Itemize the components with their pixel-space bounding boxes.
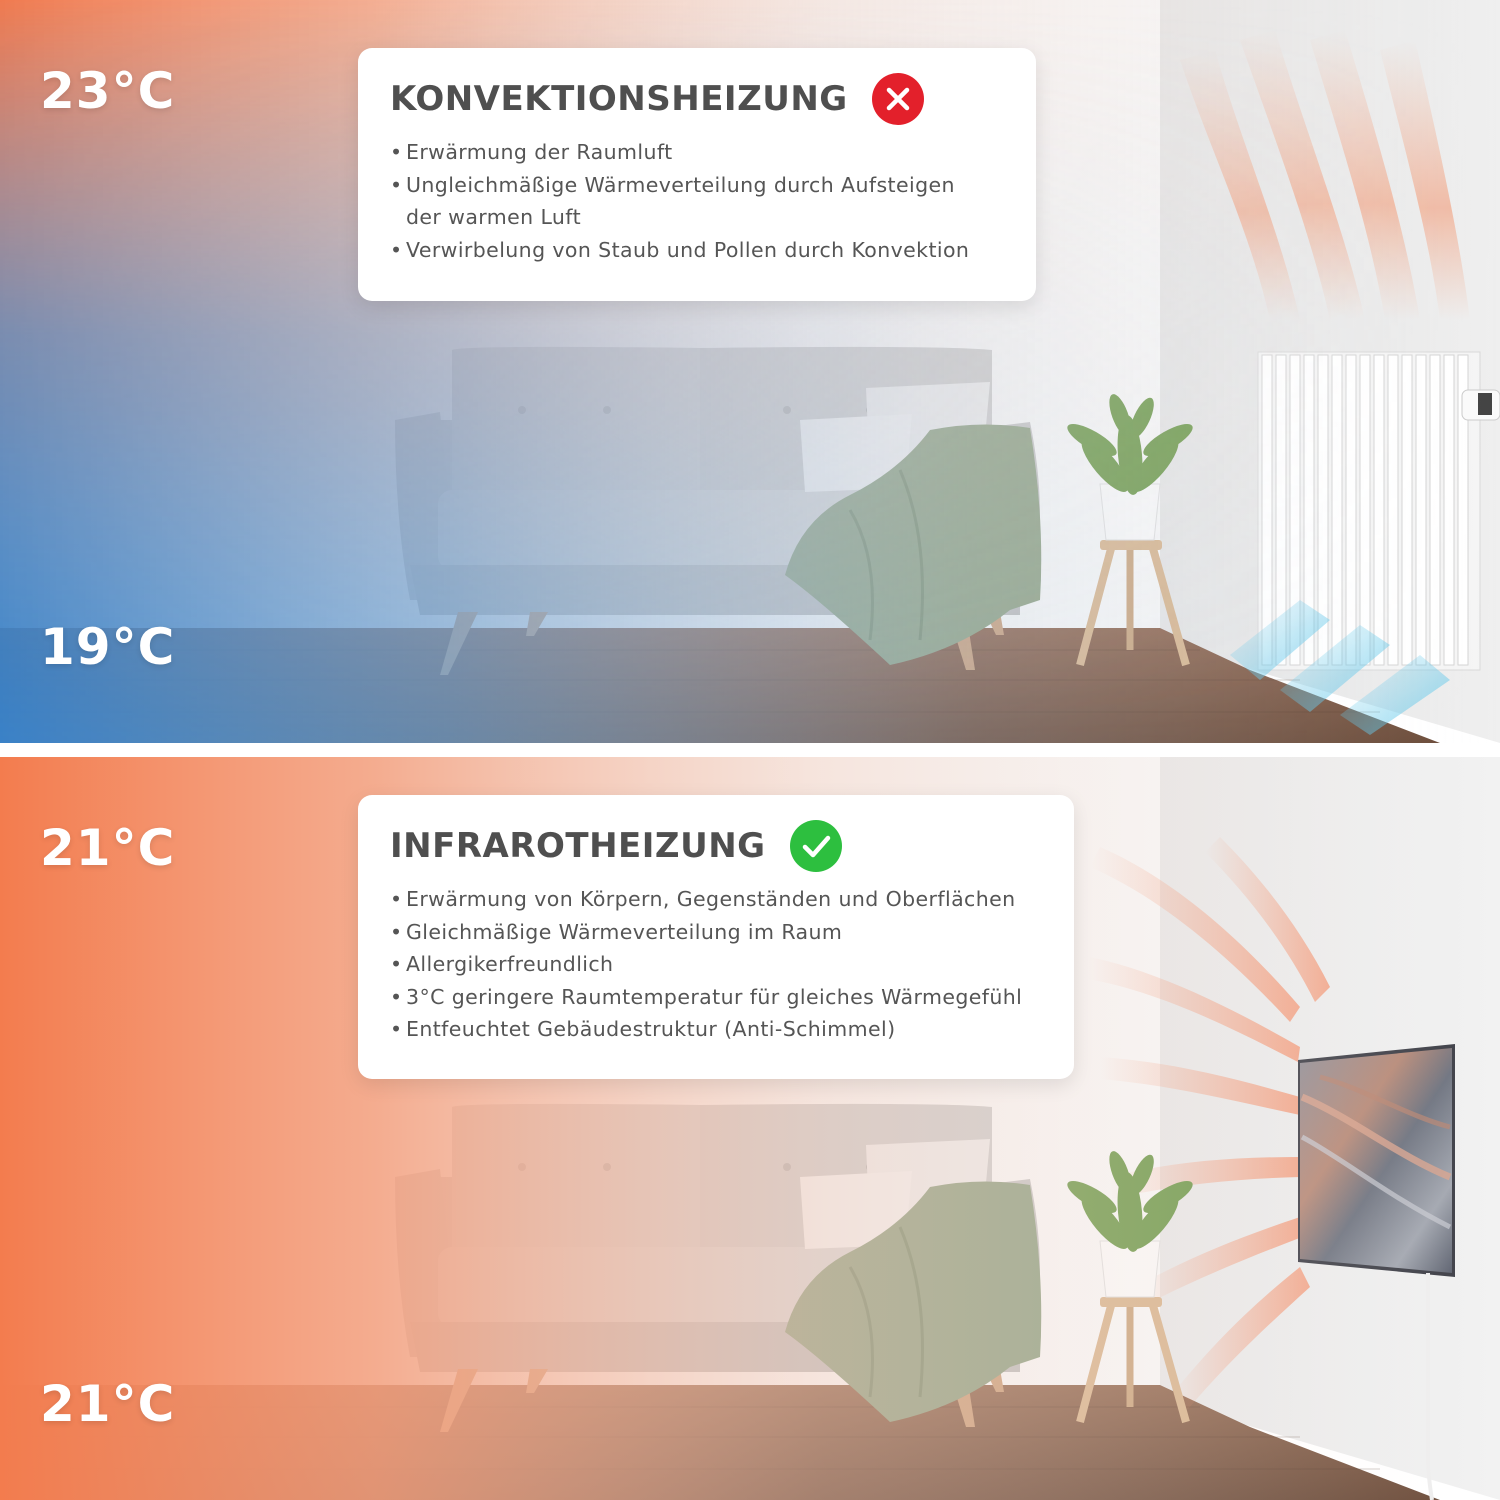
x-circle-icon: [872, 73, 924, 125]
floor-temperature: 21°C: [40, 1375, 176, 1433]
feature-list: [390, 136, 1006, 266]
list-item: • Verwirbelung von Staub und Pollen durch Konvektion: [390, 234, 1006, 267]
infrared-info-card: [358, 795, 1074, 1079]
ceiling-temperature: 21°C: [40, 819, 176, 877]
convection-info-card: [358, 48, 1036, 301]
list-item: • Ungleichmäßige Wärmeverteilung durch Aufsteigen der warmen Luft: [390, 169, 1006, 234]
ceiling-temperature: 23°C: [40, 62, 176, 120]
list-item: • Allergikerfreundlich: [390, 948, 1044, 981]
list-item: • Entfeuchtet Gebäudestruktur (Anti-Schimmel): [390, 1013, 1044, 1046]
list-item: • 3°C geringere Raumtemperatur für gleiches Wärmegefühl: [390, 981, 1044, 1014]
panel-divider: [0, 743, 1500, 757]
convection-panel: [0, 0, 1500, 743]
list-item: • Gleichmäßige Wärmeverteilung im Raum: [390, 916, 1044, 949]
card-title: INFRAROTHEIZUNG: [390, 826, 766, 866]
floor-temperature: 19°C: [40, 618, 176, 676]
card-title: KONVEKTIONSHEIZUNG: [390, 79, 848, 119]
list-item: • Erwärmung von Körpern, Gegenständen und Oberflächen: [390, 883, 1044, 916]
infrared-panel: [0, 757, 1500, 1500]
list-item: • Erwärmung der Raumluft: [390, 136, 1006, 169]
feature-list: [390, 883, 1044, 1046]
check-circle-icon: [790, 820, 842, 872]
